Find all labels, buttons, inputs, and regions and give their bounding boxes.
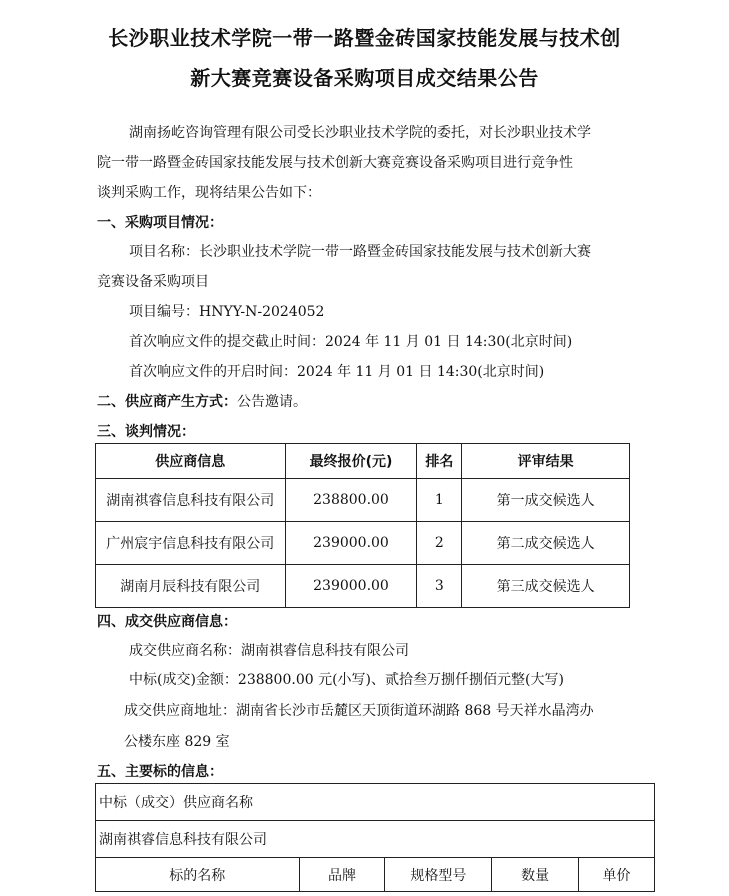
column-header: 最终报价(元) xyxy=(285,444,417,479)
table-cell: 湖南祺睿信息科技有限公司 xyxy=(96,821,655,858)
intro-line1: 湖南扬屹咨询管理有限公司受长沙职业技术学院的委托，对长沙职业技术学 xyxy=(129,125,591,141)
main-subject-table xyxy=(95,783,655,892)
column-header: 标的名称 xyxy=(96,858,300,892)
table-cell: 238800.00 xyxy=(285,479,417,522)
project-name-line1: 项目名称：长沙职业技术学院一带一路暨金砖国家技能发展与技术创新大赛 xyxy=(129,244,591,260)
supplier-address-line1: 成交供应商地址：湖南省长沙市岳麓区天顶街道环湖路 868 号天祥水晶湾办 xyxy=(124,703,594,719)
section1-heading: 一、采购项目情况： xyxy=(97,215,223,231)
winning-amount: 中标(成交)金额：238800.00 元(小写)、贰拾叁万捌仟捌佰元整(大写) xyxy=(129,672,564,688)
table-cell: 239000.00 xyxy=(285,565,417,608)
section2-value: 公告邀请。 xyxy=(237,394,307,410)
page-title-line1: 长沙职业技术学院一带一路暨金砖国家技能发展与技术创 xyxy=(108,26,621,50)
section4-heading: 四、成交供应商信息： xyxy=(97,614,237,630)
table-cell: 第二成交候选人 xyxy=(462,522,630,565)
table-row xyxy=(96,565,630,608)
column-header: 规格型号 xyxy=(385,858,492,892)
table-row xyxy=(96,522,630,565)
column-header: 排名 xyxy=(417,444,462,479)
table-row xyxy=(96,479,630,522)
project-name-line2: 竞赛设备采购项目 xyxy=(97,274,209,290)
section2-heading: 二、供应商产生方式： xyxy=(97,394,237,410)
section5-heading: 五、主要标的信息： xyxy=(97,764,223,780)
table-cell: 湖南月辰科技有限公司 xyxy=(96,565,286,608)
table-cell: 第一成交候选人 xyxy=(462,479,630,522)
table-header-row xyxy=(96,444,630,479)
column-header: 单价 xyxy=(579,858,655,892)
table-cell: 3 xyxy=(417,565,462,608)
opening-time: 首次响应文件的开启时间：2024 年 11 月 01 日 14:30(北京时间) xyxy=(129,364,545,380)
page-title-line2: 新大赛竞赛设备采购项目成交结果公告 xyxy=(190,66,539,90)
table-cell: 湖南祺睿信息科技有限公司 xyxy=(96,479,286,522)
section3-heading: 三、谈判情况： xyxy=(97,424,195,440)
table-cell: 1 xyxy=(417,479,462,522)
submission-deadline: 首次响应文件的提交截止时间：2024 年 11 月 01 日 14:30(北京时间) xyxy=(129,334,573,350)
negotiation-table xyxy=(95,443,630,608)
winning-supplier-name: 成交供应商名称：湖南祺睿信息科技有限公司 xyxy=(129,643,409,659)
supplier-address-line2: 公楼东座 829 室 xyxy=(124,734,230,750)
table-cell: 第三成交候选人 xyxy=(462,565,630,608)
project-number: 项目编号：HNYY-N-2024052 xyxy=(129,304,325,320)
table-cell: 广州宸宇信息科技有限公司 xyxy=(96,522,286,565)
table-cell: 239000.00 xyxy=(285,522,417,565)
column-header: 品牌 xyxy=(299,858,385,892)
intro-line2: 院一带一路暨金砖国家技能发展与技术创新大赛竞赛设备采购项目进行竞争性 xyxy=(97,155,573,171)
table-row xyxy=(96,821,655,858)
table-cell: 2 xyxy=(417,522,462,565)
table-cell: 中标（成交）供应商名称 xyxy=(96,784,655,821)
column-header: 数量 xyxy=(492,858,579,892)
column-header: 供应商信息 xyxy=(96,444,286,479)
table-header-row xyxy=(96,858,655,892)
section2-line xyxy=(97,391,307,411)
column-header: 评审结果 xyxy=(462,444,630,479)
table-row xyxy=(96,784,655,821)
intro-line3: 谈判采购工作，现将结果公告如下： xyxy=(97,185,321,201)
